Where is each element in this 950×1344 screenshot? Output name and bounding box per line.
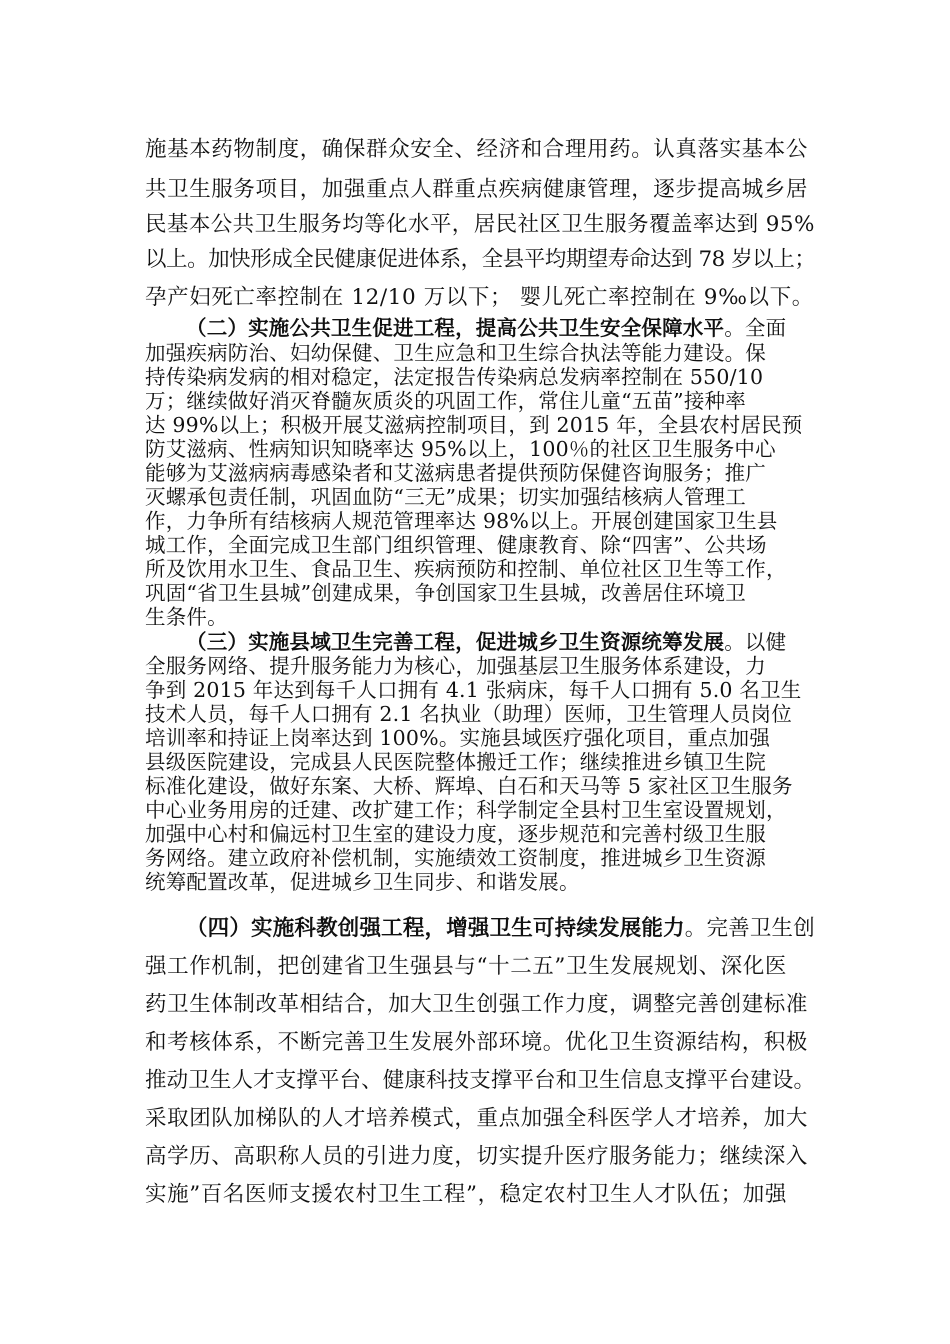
text-line: 药卫生体制改革相结合，加大卫生创强工作力度，调整完善创建标准 xyxy=(145,992,809,1017)
text-span: 。以健 xyxy=(724,630,787,654)
text-line: 施基本药物制度，确保群众安全、经济和合理用药。认真落实基本公 xyxy=(145,137,809,162)
section-heading: （二）实施公共卫生促进工程，提高公共卫生安全保障水平 xyxy=(186,316,725,340)
text-line: 高学历、高职称人员的引进力度，切实提升医疗服务能力；继续深入 xyxy=(145,1144,809,1169)
text-line: 争到 2015 年达到每千人口拥有 4.1 张病床，每千人口拥有 5.0 名卫生 xyxy=(145,678,802,702)
text-line: 以上。加快形成全民健康促进体系，全县平均期望寿命达到 78 岁以上； xyxy=(145,247,816,272)
text-line: 生条件。 xyxy=(145,605,228,629)
text-line: 城工作，全面完成卫生部门组织管理、健康教育、除“四害”、公共场 xyxy=(145,533,767,557)
text-line: 防艾滋病、性病知识知晓率达 95%以上，100％的社区卫生服务中心 xyxy=(145,437,776,461)
text-line: 技术人员，每千人口拥有 2.1 名执业（助理）医师，卫生管理人员岗位 xyxy=(145,702,792,726)
text-line: 强工作机制，把创建省卫生强县与“十二五”卫生发展规划、深化医 xyxy=(145,954,787,979)
section-heading: （四）实施科教创强工程，增强卫生可持续发展能力 xyxy=(186,916,685,941)
text-line: 标准化建设，做好东案、大桥、辉埠、白石和天马等 5 家社区卫生服务 xyxy=(145,774,793,798)
text-line: 共卫生服务项目，加强重点人群重点疾病健康管理，逐步提高城乡居 xyxy=(145,177,809,202)
text-line: 统筹配置改革，促进城乡卫生同步、和谐发展。 xyxy=(145,870,580,894)
text-line: 培训率和持证上岗率达到 100%。实施县域医疗强化项目，重点加强 xyxy=(145,726,771,750)
text-line: 采取团队加梯队的人才培养模式，重点加强全科医学人才培养，加大 xyxy=(145,1106,809,1131)
text-line: 实施”百名医师支援农村卫生工程”，稳定农村卫生人才队伍；加强 xyxy=(145,1182,787,1207)
text-line: 加强疾病防治、妇幼保健、卫生应急和卫生综合执法等能力建设。保 xyxy=(145,341,766,365)
text-line: 中心业务用房的迁建、改扩建工作；科学制定全县村卫生室设置规划， xyxy=(145,798,787,822)
text-line: 县级医院建设，完成县人民医院整体搬迁工作；继续推进乡镇卫生院 xyxy=(145,750,766,774)
text-line: 巩固“省卫生县城”创建成果，争创国家卫生县城，改善居住环境卫 xyxy=(145,581,746,605)
text-line: 和考核体系，不断完善卫生发展外部环境。优化卫生资源结构，积极 xyxy=(145,1030,809,1055)
text-line: 达 99%以上；积极开展艾滋病控制项目，到 2015 年，全县农村居民预 xyxy=(145,413,803,437)
text-span: 。完善卫生创 xyxy=(684,916,815,941)
text-line: 能够为艾滋病病毒感染者和艾滋病患者提供预防保健咨询服务；推广 xyxy=(145,461,766,485)
text-line: 持传染病发病的相对稳定，法定报告传染病总发病率控制在 550/10 xyxy=(145,365,764,389)
text-line: 孕产妇死亡率控制在 12/10 万以下； 婴儿死亡率控制在 9‰以下。 xyxy=(145,285,814,310)
text-line: 务网络。建立政府补偿机制，实施绩效工资制度，推进城乡卫生资源 xyxy=(145,846,766,870)
text-line: 民基本公共卫生服务均等化水平，居民社区卫生服务覆盖率达到 95% xyxy=(145,212,815,237)
text-line: 所及饮用水卫生、食品卫生、疾病预防和控制、单位社区卫生等工作， xyxy=(145,557,787,581)
section-heading: （三）实施县域卫生完善工程，促进城乡卫生资源统筹发展 xyxy=(186,630,725,654)
text-line: 万；继续做好消灭脊髓灰质炎的巩固工作，常住儿童“五苗”接种率 xyxy=(145,389,746,413)
text-line: 推动卫生人才支撑平台、健康科技支撑平台和卫生信息支撑平台建设。 xyxy=(145,1068,816,1093)
section-first-line xyxy=(186,911,815,942)
text-line: 全服务网络、提升服务能力为核心，加强基层卫生服务体系建设，力 xyxy=(145,654,766,678)
text-line: 加强中心村和偏远村卫生室的建设力度，逐步规范和完善村级卫生服 xyxy=(145,822,766,846)
text-line: 灭螺承包责任制，巩固血防“三无”成果；切实加强结核病人管理工 xyxy=(145,485,746,509)
text-line: 作，力争所有结核病人规范管理率达 98%以上。开展创建国家卫生县 xyxy=(145,509,778,533)
text-span: 。全面 xyxy=(724,316,787,340)
